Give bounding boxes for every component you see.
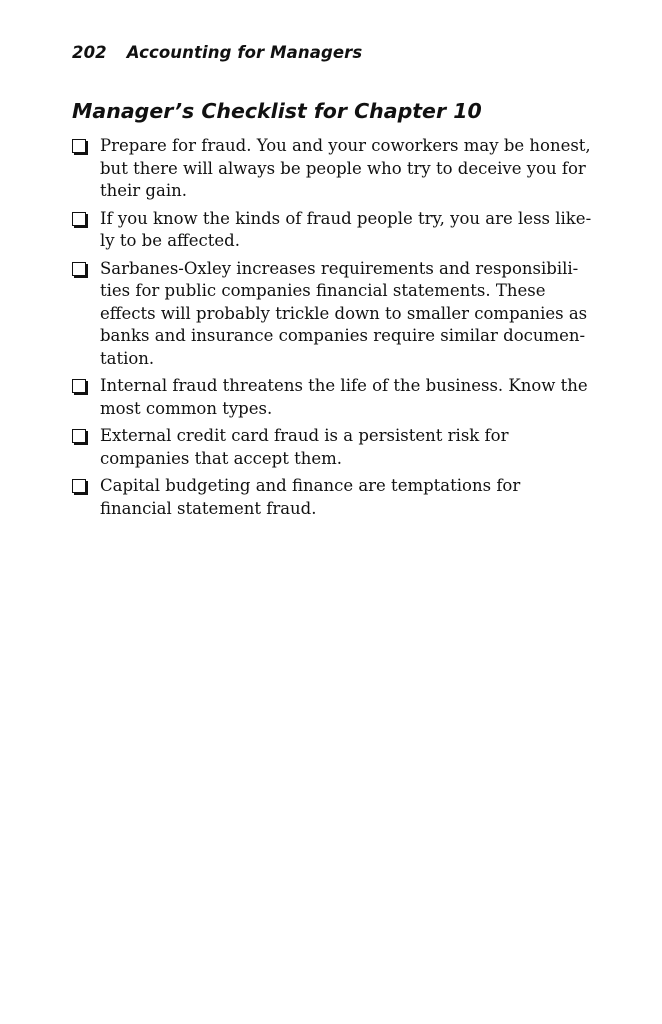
checklist-item-text: Internal fraud threatens the life of the business. Know the most common types. (100, 376, 588, 418)
checkbox-icon (72, 262, 86, 276)
checkbox-icon (72, 139, 86, 153)
checklist-item-text: Prepare for fraud. You and your coworkers may be honest, but there will always be people who try to deceive you for their gain. (100, 136, 591, 200)
page-number: 202 (72, 43, 107, 62)
checklist-item-text: External credit card fraud is a persistent risk for companies that accept them. (100, 426, 509, 468)
checklist-item-text: Sarbanes-Oxley increases requirements and responsibili-ties for public companies financial statements. These effects will probably trickle down to smaller companies as banks and insurance companies require similar documen-tation. (100, 258, 588, 368)
running-header (72, 43, 362, 62)
checklist-item-text: Capital budgeting and finance are temptations for financial statement fraud. (100, 476, 521, 518)
checkbox-icon (72, 479, 86, 493)
checklist-item-text: If you know the kinds of fraud people try, you are less like-ly to be affected. (100, 208, 592, 250)
checkbox-icon (72, 379, 86, 393)
checklist-item (72, 208, 597, 253)
checklist-item (72, 258, 597, 371)
checklist-item (72, 375, 597, 420)
checklist-item (72, 425, 597, 470)
checklist-item (72, 475, 597, 520)
checkbox-icon (72, 212, 86, 226)
checklist-item (72, 135, 597, 203)
book-title: Accounting for Managers (126, 43, 363, 62)
checklist (72, 135, 597, 525)
checkbox-icon (72, 429, 86, 443)
section-title: Manager’s Checklist for Chapter 10 (72, 99, 482, 123)
